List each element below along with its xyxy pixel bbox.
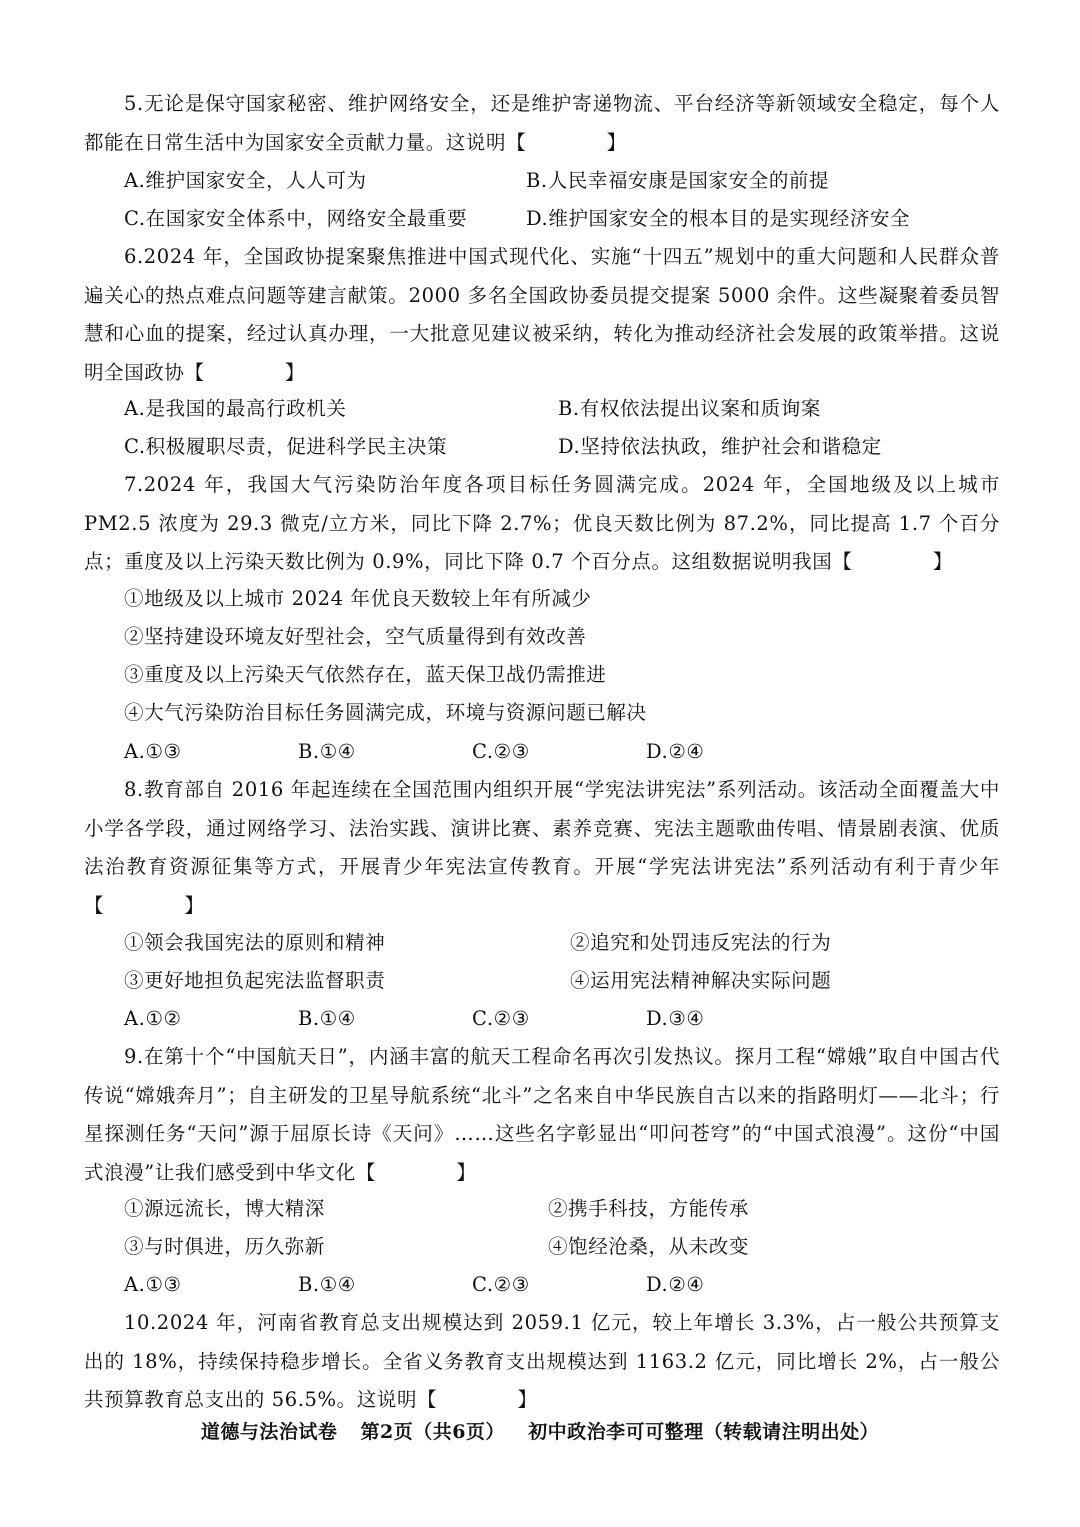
- question-9-option-d: D.②④: [646, 1273, 705, 1296]
- question-7-option-a: A.①③: [124, 740, 182, 763]
- question-5-option-d: D.维护国家安全的根本目的是实现经济安全: [526, 207, 911, 230]
- question-5-option-a: A.维护国家安全，人人可为: [124, 169, 367, 192]
- question-7-option-b: B.①④: [298, 740, 356, 763]
- question-7-statement-2: ②坚持建设环境友好型社会，空气质量得到有效改善: [124, 625, 587, 648]
- question-7-option-c: C.②③: [472, 740, 530, 763]
- question-5-option-c: C.在国家安全体系中，网络安全最重要: [124, 207, 468, 230]
- question-6-option-a: A.是我国的最高行政机关: [124, 397, 347, 420]
- question-7-statement-3: ③重度及以上污染天气依然存在，蓝天保卫战仍需推进: [124, 663, 607, 686]
- footer-note: 初中政治李可可整理（转载请注明出处）: [528, 1421, 880, 1443]
- question-7-option-d: D.②④: [646, 740, 705, 763]
- question-8-option-b: B.①④: [298, 1007, 356, 1030]
- question-8-statement-2: ②追究和处罚违反宪法的行为: [570, 931, 832, 954]
- question-7-stem: 7.2024 年，我国大气污染防治年度各项目标任务圆满完成。2024 年，全国地级及以上城市PM2.5 浓度为 29.3 微克/立方米，同比下降 2.7%；优良天数比例为 87.2%，同比提高 1.7 个百分点；重度及以上污染天数比例为 0.9%，同比下降 0.7 个百分点。这组数据说明我国【 】: [84, 473, 1000, 573]
- question-9-option-a: A.①③: [124, 1273, 182, 1296]
- question-6-stem: 6.2024 年，全国政协提案聚焦推进中国式现代化、实施“十四五”规划中的重大问题和人民群众普遍关心的热点难点问题等建言献策。2000 多名全国政协委员提交提案 5000 余件。这些凝聚着委员智慧和心血的提案，经过认真办理，一大批意见建议被采纳，转化为推动经济社会发展的政策举措。这说明全国政协【 】: [84, 245, 1000, 384]
- question-6-option-b: B.有权依法提出议案和质询案: [558, 397, 821, 420]
- question-9-stem: 9.在第十个“中国航天日”，内涵丰富的航天工程命名再次引发热议。探月工程“嫦娥”取自中国古代传说“嫦娥奔月”；自主研发的卫星导航系统“北斗”之名来自中华民族自古以来的指路明灯——北斗；行星探测任务“天问”源于屈原长诗《天问》……这些名字彰显出“叩问苍穹”的“中国式浪漫”。这份“中国式浪漫”让我们感受到中华文化【 】: [84, 1045, 1000, 1184]
- question-9-statement-1: ①源远流长，博大精深: [124, 1197, 326, 1220]
- footer-subject: 道德与法治试卷: [200, 1421, 338, 1443]
- question-10-stem: 10.2024 年，河南省教育总支出规模达到 2059.1 亿元，较上年增长 3.3%，占一般公共预算支出的 18%，持续保持稳步增长。全省义务教育支出规模达到 1163.2 亿元，同比增长 2%，占一般公共预算教育总支出的 56.5%。这说明【 】: [84, 1311, 1000, 1411]
- question-9-statement-2: ②携手科技，方能传承: [548, 1197, 750, 1220]
- question-7-statement-4: ④大气污染防治目标任务圆满完成，环境与资源问题已解决: [124, 701, 647, 724]
- question-7-statement-1: ①地级及以上城市 2024 年优良天数较上年有所减少: [124, 587, 592, 610]
- question-8-statement-4: ④运用宪法精神解决实际问题: [570, 969, 832, 992]
- question-6-option-d: D.坚持依法执政，维护社会和谐稳定: [558, 435, 882, 458]
- question-5-stem: 5.无论是保守国家秘密、维护网络安全，还是维护寄递物流、平台经济等新领域安全稳定，每个人都能在日常生活中为国家安全贡献力量。这说明【 】: [84, 92, 1000, 154]
- question-9-option-c: C.②③: [472, 1273, 530, 1296]
- question-8-statement-3: ③更好地担负起宪法监督职责: [124, 969, 386, 992]
- footer-page-number: 第2页（共6页）: [360, 1421, 505, 1443]
- question-5-option-b: B.人民幸福安康是国家安全的前提: [526, 169, 830, 192]
- question-8-option-c: C.②③: [472, 1007, 530, 1030]
- question-8-option-d: D.③④: [646, 1007, 705, 1030]
- page-footer: [0, 1417, 1080, 1444]
- question-9-option-b: B.①④: [298, 1273, 356, 1296]
- question-6-option-c: C.积极履职尽责，促进科学民主决策: [124, 435, 448, 458]
- question-8-stem: 8.教育部自 2016 年起连续在全国范围内组织开展“学宪法讲宪法”系列活动。该活动全面覆盖大中小学各学段，通过网络学习、法治实践、演讲比赛、素养竞赛、宪法主题歌曲传唱、情景剧表演、优质法治教育资源征集等方式，开展青少年宪法宣传教育。开展“学宪法讲宪法”系列活动有利于青少年【 】: [84, 778, 1000, 917]
- question-9-statement-3: ③与时俱进，历久弥新: [124, 1235, 326, 1258]
- question-9-statement-4: ④饱经沧桑，从未改变: [548, 1235, 750, 1258]
- question-8-statement-1: ①领会我国宪法的原则和精神: [124, 931, 386, 954]
- question-8-option-a: A.①②: [124, 1007, 182, 1030]
